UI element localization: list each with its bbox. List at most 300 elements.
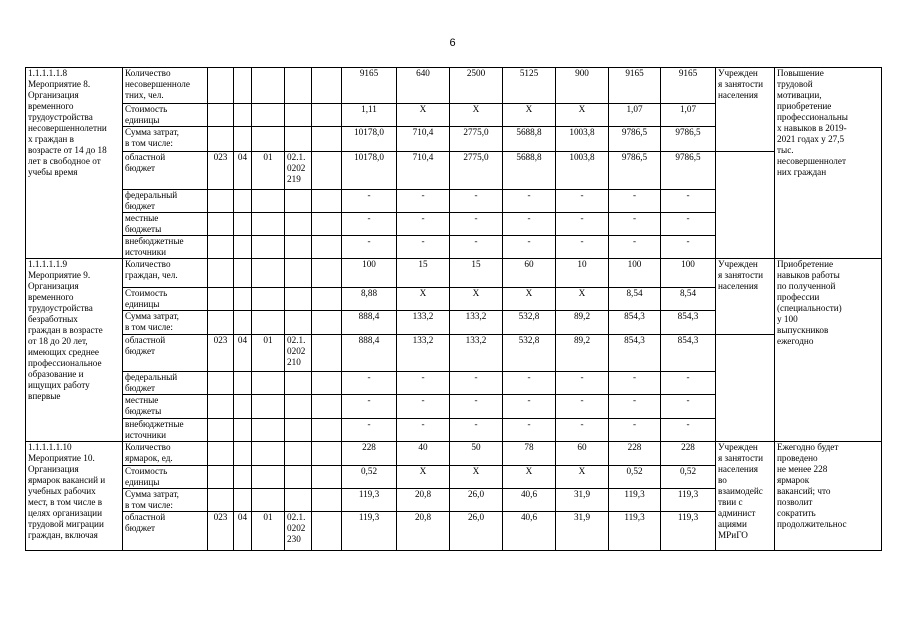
value-cell: - [556, 372, 609, 395]
budget-code-cell [252, 213, 285, 236]
budget-code-cell [285, 259, 312, 288]
value-cell: 133,2 [397, 311, 450, 335]
value-cell: - [450, 213, 503, 236]
blank-cell [312, 236, 342, 259]
value-cell: 9165 [661, 68, 716, 104]
blank-cell [312, 395, 342, 419]
responsible-line: Учрежден [718, 259, 758, 269]
value-cell: 100 [661, 259, 716, 288]
budget-code-cell [234, 335, 252, 372]
value-cell: 0,52 [342, 466, 397, 489]
value-cell: 60 [556, 442, 609, 466]
value-cell: 20,8 [397, 512, 450, 551]
expected-result-line: ежегодно [777, 336, 814, 346]
expected-result-line: ярмарок [777, 475, 810, 485]
value-cell: 10178,0 [342, 152, 397, 190]
responsible-executor-empty [716, 335, 775, 442]
value-cell: 2500 [450, 68, 503, 104]
value-cell: Х [556, 288, 609, 311]
budget-code-cell [285, 152, 312, 190]
budget-code-cell [234, 395, 252, 419]
value-cell: Х [556, 104, 609, 127]
value-cell: - [342, 419, 397, 442]
value-cell: 9786,5 [661, 127, 716, 152]
budget-code-text: 023 [213, 335, 228, 345]
activity-title-line: трудоустройства [28, 112, 93, 122]
budget-code-cell [208, 104, 234, 127]
budget-code-cell [234, 152, 252, 190]
budget-code-cell [252, 259, 285, 288]
value-cell: - [609, 236, 661, 259]
budget-code-cell [234, 190, 252, 213]
value-cell: 31,9 [556, 512, 609, 551]
value-cell: 710,4 [397, 127, 450, 152]
activity-title-line: х граждан в [28, 134, 74, 144]
budget-code-cell [208, 489, 234, 512]
value-cell: 1,11 [342, 104, 397, 127]
budget-code-cell [208, 512, 234, 551]
responsible-line: во [718, 475, 727, 485]
responsible-line: населения [718, 90, 758, 100]
blank-cell [312, 104, 342, 127]
value-cell: - [609, 213, 661, 236]
value-cell: 2775,0 [450, 152, 503, 190]
responsible-line: взаимодейс [718, 486, 763, 496]
value-cell: 8,54 [609, 288, 661, 311]
responsible-line: я занятости [718, 79, 764, 89]
blank-cell [312, 127, 342, 152]
activity-title-line: граждан, включая [28, 530, 98, 540]
budget-code-cell [234, 466, 252, 489]
indicator-label [123, 419, 208, 442]
budget-code-text: 01 [263, 512, 273, 522]
blank-cell [312, 288, 342, 311]
budget-code-cell [285, 311, 312, 335]
value-cell: 15 [450, 259, 503, 288]
value-cell: 20,8 [397, 489, 450, 512]
value-cell: - [556, 213, 609, 236]
budget-code-cell [234, 372, 252, 395]
value-cell: 9165 [609, 68, 661, 104]
value-cell: 40,6 [503, 489, 556, 512]
value-cell: - [503, 190, 556, 213]
indicator-label-text: Сумма затрат, в том числе: [125, 127, 179, 148]
value-cell: Х [503, 288, 556, 311]
budget-code-cell [252, 466, 285, 489]
value-cell: 532,8 [503, 335, 556, 372]
value-cell: 89,2 [556, 311, 609, 335]
indicator-label [123, 512, 208, 551]
indicator-label-text: областной бюджет [125, 512, 166, 533]
expected-result [775, 68, 882, 259]
budget-code-cell [252, 190, 285, 213]
budget-code-cell [252, 419, 285, 442]
budget-code-cell [285, 419, 312, 442]
expected-result-line: вакансий; что [777, 486, 831, 496]
indicator-label-text: Сумма затрат, в том числе: [125, 311, 179, 332]
table-row [26, 335, 882, 372]
indicator-label-text: Стоимость единицы [125, 466, 168, 487]
value-cell: 8,54 [661, 288, 716, 311]
budget-code-cell [208, 395, 234, 419]
program-activities-table [25, 67, 882, 551]
blank-cell [312, 489, 342, 512]
indicator-label [123, 395, 208, 419]
value-cell: 228 [609, 442, 661, 466]
value-cell: 133,2 [450, 335, 503, 372]
activity-title-line: возрасте от 14 до 18 [28, 145, 107, 155]
blank-cell [312, 190, 342, 213]
expected-result-line: Приобретение [777, 259, 834, 269]
value-cell: 31,9 [556, 489, 609, 512]
value-cell: Х [397, 288, 450, 311]
value-cell: - [503, 419, 556, 442]
budget-code-cell [252, 236, 285, 259]
budget-code-cell [252, 372, 285, 395]
value-cell: - [609, 395, 661, 419]
value-cell: Х [503, 104, 556, 127]
activity-title-line: безработных [28, 314, 78, 324]
responsible-line: Учрежден [718, 442, 758, 452]
activity-title-line: Мероприятие 10. [28, 453, 95, 463]
value-cell: - [450, 395, 503, 419]
expected-result-line: не менее 228 [777, 464, 828, 474]
value-cell: 888,4 [342, 335, 397, 372]
indicator-label-text: Количество ярмарок, ед. [125, 442, 173, 463]
value-cell: 9786,5 [661, 152, 716, 190]
indicator-label [123, 104, 208, 127]
budget-code-cell [252, 127, 285, 152]
budget-code-cell [234, 127, 252, 152]
expected-result-line: продолжительнос [777, 519, 847, 529]
budget-code-text: 02.1. 0202 210 [287, 335, 306, 367]
value-cell: - [397, 395, 450, 419]
value-cell: 1,07 [609, 104, 661, 127]
budget-code-cell [252, 395, 285, 419]
budget-code-cell [208, 419, 234, 442]
value-cell: Х [450, 466, 503, 489]
responsible-line: админист [718, 508, 756, 518]
activity-title-line: имеющих среднее [28, 347, 99, 357]
activity-title-line: целях организации [28, 508, 103, 518]
expected-result-line: выпускников [777, 325, 829, 335]
indicator-label [123, 213, 208, 236]
budget-code-text: 01 [263, 152, 273, 162]
value-cell: 854,3 [609, 311, 661, 335]
activity-title-line: несовершеннолетни [28, 123, 107, 133]
blank-cell [312, 372, 342, 395]
indicator-label [123, 466, 208, 489]
expected-result [775, 442, 882, 551]
indicator-label-text: Количество несовершенноле тних, чел. [125, 68, 190, 100]
indicator-label-text: внебюджетные источники [125, 236, 184, 257]
value-cell: - [450, 236, 503, 259]
budget-code-cell [285, 68, 312, 104]
indicator-label [123, 152, 208, 190]
expected-result-line: по полученной [777, 281, 836, 291]
budget-code-cell [285, 442, 312, 466]
value-cell: - [397, 419, 450, 442]
budget-code-text: 02.1. 0202 230 [287, 512, 306, 544]
budget-code-cell [208, 372, 234, 395]
activity-title-line: 1.1.1.1.1.9 [28, 259, 68, 269]
activity-title [26, 68, 123, 259]
budget-code-text: 023 [213, 512, 228, 522]
activity-title-line: Мероприятие 8. [28, 79, 91, 89]
value-cell: - [342, 236, 397, 259]
value-cell: - [450, 419, 503, 442]
budget-code-cell [208, 466, 234, 489]
value-cell: 89,2 [556, 335, 609, 372]
budget-code-cell [252, 288, 285, 311]
value-cell: 1003,8 [556, 127, 609, 152]
expected-result-line: профессиональны [777, 112, 848, 122]
activity-title [26, 442, 123, 551]
budget-code-text: 04 [237, 335, 248, 345]
expected-result-line: х навыков в 2019- [777, 123, 847, 133]
budget-code-cell [208, 213, 234, 236]
expected-result-line: трудовой [777, 79, 813, 89]
value-cell: 119,3 [609, 489, 661, 512]
value-cell: Х [450, 104, 503, 127]
activity-title-line: трудовой миграции [28, 519, 104, 529]
indicator-label-text: Количество граждан, чел. [125, 259, 178, 280]
value-cell: 1003,8 [556, 152, 609, 190]
budget-code-cell [234, 489, 252, 512]
indicator-label-text: федеральный бюджет [125, 372, 178, 393]
table-row [26, 152, 882, 190]
value-cell: - [661, 372, 716, 395]
indicator-label-text: местные бюджеты [125, 213, 162, 234]
expected-result-line: сократить [777, 508, 816, 518]
value-cell: 40 [397, 442, 450, 466]
indicator-label [123, 372, 208, 395]
value-cell: 1,07 [661, 104, 716, 127]
value-cell: Х [397, 104, 450, 127]
value-cell: - [342, 213, 397, 236]
value-cell: 854,3 [609, 335, 661, 372]
activity-title-line: впервые [28, 391, 61, 401]
indicator-label-text: внебюджетные источники [125, 419, 184, 440]
expected-result-line: Ежегодно будет [777, 442, 839, 452]
activity-title-line: трудоустройства [28, 303, 93, 313]
value-cell: 854,3 [661, 335, 716, 372]
expected-result-line: них граждан [777, 167, 827, 177]
value-cell: - [342, 190, 397, 213]
budget-code-cell [252, 68, 285, 104]
expected-result-line: позволит [777, 497, 813, 507]
activity-title-line: учебы время [28, 167, 78, 177]
budget-code-cell [285, 512, 312, 551]
budget-code-cell [252, 489, 285, 512]
budget-code-cell [234, 104, 252, 127]
value-cell: 26,0 [450, 489, 503, 512]
value-cell: - [661, 190, 716, 213]
value-cell: 40,6 [503, 512, 556, 551]
expected-result-line: навыков работы [777, 270, 840, 280]
value-cell: - [661, 419, 716, 442]
responsible-executor [716, 68, 775, 152]
value-cell: 2775,0 [450, 127, 503, 152]
indicator-label [123, 335, 208, 372]
budget-code-cell [208, 442, 234, 466]
indicator-label-text: местные бюджеты [125, 395, 162, 416]
responsible-line: я занятости [718, 270, 764, 280]
budget-code-cell [208, 190, 234, 213]
indicator-label [123, 489, 208, 512]
value-cell: Х [450, 288, 503, 311]
expected-result-line: проведено [777, 453, 818, 463]
budget-code-cell [234, 419, 252, 442]
activity-title-line: 1.1.1.1.1.8 [28, 68, 68, 78]
budget-code-cell [285, 335, 312, 372]
value-cell: 60 [503, 259, 556, 288]
value-cell: 100 [342, 259, 397, 288]
budget-code-cell [234, 213, 252, 236]
responsible-executor-empty [716, 152, 775, 259]
budget-code-cell [285, 213, 312, 236]
budget-code-cell [252, 442, 285, 466]
activity-title-line: граждан в возрасте [28, 325, 103, 335]
value-cell: - [503, 236, 556, 259]
indicator-label [123, 68, 208, 104]
value-cell: 854,3 [661, 311, 716, 335]
expected-result-line: тыс. [777, 145, 794, 155]
blank-cell [312, 152, 342, 190]
value-cell: 228 [661, 442, 716, 466]
value-cell: - [556, 190, 609, 213]
budget-code-cell [234, 236, 252, 259]
budget-code-cell [252, 512, 285, 551]
value-cell: 0,52 [661, 466, 716, 489]
value-cell: 119,3 [342, 512, 397, 551]
value-cell: - [556, 395, 609, 419]
budget-code-cell [234, 311, 252, 335]
indicator-label [123, 190, 208, 213]
budget-code-text: 02.1. 0202 219 [287, 152, 306, 184]
budget-code-cell [234, 288, 252, 311]
value-cell: 10178,0 [342, 127, 397, 152]
blank-cell [312, 311, 342, 335]
value-cell: 710,4 [397, 152, 450, 190]
budget-code-text: 04 [237, 152, 248, 162]
table-body [26, 68, 882, 551]
value-cell: 228 [342, 442, 397, 466]
value-cell: - [342, 395, 397, 419]
indicator-label-text: Стоимость единицы [125, 104, 168, 125]
blank-cell [312, 259, 342, 288]
budget-code-cell [285, 288, 312, 311]
value-cell: 50 [450, 442, 503, 466]
budget-code-cell [234, 442, 252, 466]
table-row [26, 259, 882, 288]
value-cell: 9786,5 [609, 152, 661, 190]
value-cell: - [397, 190, 450, 213]
expected-result-line: несовершеннолет [777, 156, 846, 166]
value-cell: 100 [609, 259, 661, 288]
value-cell: - [450, 190, 503, 213]
budget-code-cell [285, 466, 312, 489]
budget-code-cell [285, 489, 312, 512]
value-cell: 9786,5 [609, 127, 661, 152]
budget-code-text: 023 [213, 152, 228, 162]
budget-code-cell [234, 512, 252, 551]
value-cell: 119,3 [661, 489, 716, 512]
budget-code-cell [285, 372, 312, 395]
activity-title-line: Организация [28, 90, 79, 100]
budget-code-cell [285, 104, 312, 127]
value-cell: Х [556, 466, 609, 489]
responsible-line: я занятости [718, 453, 764, 463]
expected-result [775, 259, 882, 442]
activity-title-line: 1.1.1.1.1.10 [28, 442, 72, 452]
activity-title-line: ищущих работу [28, 380, 90, 390]
activity-title-line: мест, в том числе в [28, 497, 103, 507]
value-cell: 78 [503, 442, 556, 466]
budget-code-cell [252, 335, 285, 372]
value-cell: - [556, 236, 609, 259]
budget-code-text: 01 [263, 335, 273, 345]
value-cell: - [397, 213, 450, 236]
value-cell: - [503, 372, 556, 395]
indicator-label [123, 259, 208, 288]
value-cell: 133,2 [450, 311, 503, 335]
expected-result-line: мотивации, [777, 90, 822, 100]
activity-title [26, 259, 123, 442]
value-cell: - [450, 372, 503, 395]
indicator-label-text: областной бюджет [125, 152, 166, 173]
blank-cell [312, 442, 342, 466]
indicator-label [123, 127, 208, 152]
value-cell: - [342, 372, 397, 395]
budget-code-cell [285, 190, 312, 213]
expected-result-line: (специальности) [777, 303, 842, 313]
expected-result-line: Повышение [777, 68, 824, 78]
budget-code-cell [208, 288, 234, 311]
expected-result-line: у 100 [777, 314, 798, 324]
expected-result-line: приобретение [777, 101, 832, 111]
value-cell: - [397, 236, 450, 259]
value-cell: - [661, 213, 716, 236]
value-cell: 5125 [503, 68, 556, 104]
indicator-label-text: Стоимость единицы [125, 288, 168, 309]
value-cell: Х [397, 466, 450, 489]
activity-title-line: образование и [28, 369, 84, 379]
budget-code-cell [208, 236, 234, 259]
budget-code-cell [208, 68, 234, 104]
value-cell: 119,3 [342, 489, 397, 512]
value-cell: 8,88 [342, 288, 397, 311]
blank-cell [312, 213, 342, 236]
value-cell: 15 [397, 259, 450, 288]
responsible-line: твии с [718, 497, 743, 507]
value-cell: 9165 [342, 68, 397, 104]
budget-code-cell [208, 152, 234, 190]
activity-title-line: от 18 до 20 лет, [28, 336, 88, 346]
indicator-label [123, 311, 208, 335]
value-cell: 119,3 [609, 512, 661, 551]
blank-cell [312, 512, 342, 551]
blank-cell [312, 335, 342, 372]
blank-cell [312, 68, 342, 104]
expected-result-line: 2021 годах у 27,5 [777, 134, 845, 144]
responsible-executor [716, 442, 775, 551]
activity-title-line: лет в свободное от [28, 156, 101, 166]
value-cell: 532,8 [503, 311, 556, 335]
activity-title-line: профессиональное [28, 358, 102, 368]
indicator-label-text: федеральный бюджет [125, 190, 178, 211]
value-cell: 888,4 [342, 311, 397, 335]
